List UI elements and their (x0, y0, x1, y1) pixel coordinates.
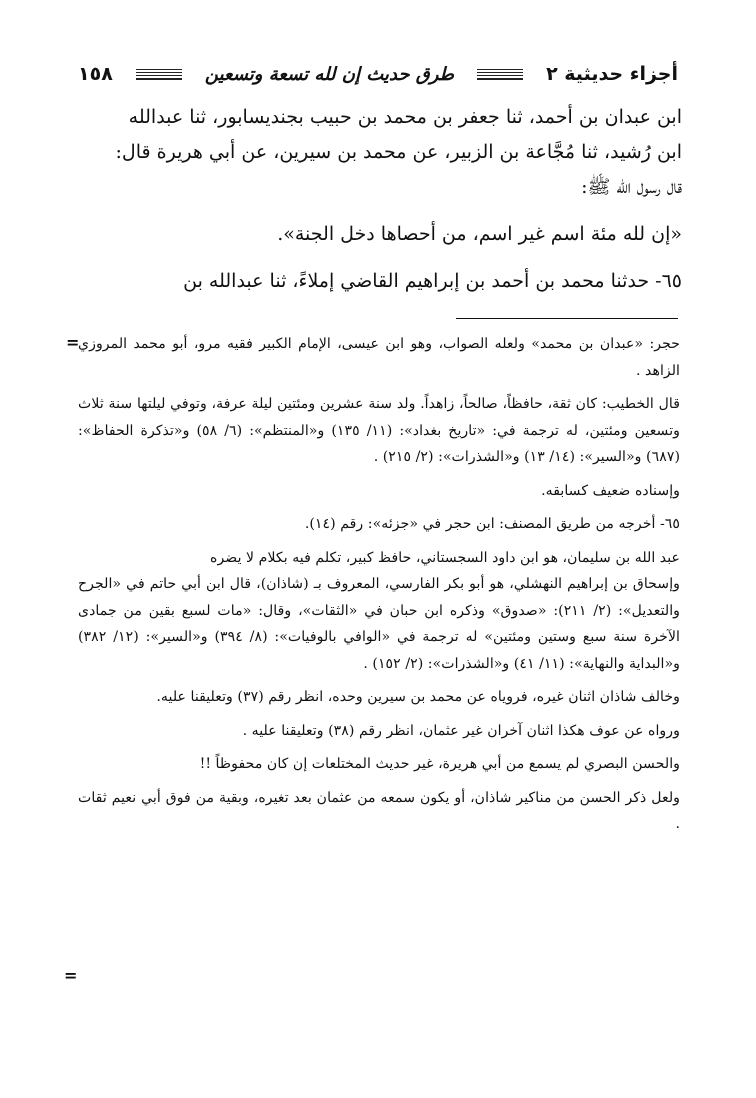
footnote-paragraph: وخالف شاذان اثنان غيره، فروياه عن محمد بن سيرين وحده، انظر رقم (٣٧) وتعليقنا عليه. (156, 689, 680, 705)
main-line-5: ٦٥- حدثنا محمد بن أحمد بن إبراهيم القاضي إملاءً، ثنا عبدالله بن (183, 270, 682, 292)
footnote-paragraph: والحسن البصري لم يسمع من أبي هريرة، غير حديث المختلعات إن كان محفوظاً !! (199, 756, 680, 772)
footnotes (78, 331, 680, 845)
footnote-paragraph: وإسحاق بن إبراهيم النهشلي، هو أبو بكر الفارسي، المعروف بـ (شاذان)، قال ابن أبي حاتم في «الجرح والتعديل»: (٢/ ٢١١): «صدوق» وذكره ابن حبان في «الثقات»، وقال: «مات لسبع بقين من جمادى الآخرة سنة سبع وستين ومئتين» له ترجمة في «الوافي بالوفيات»: (٨/ ٣٩٤) و«السير»: (١٢/ ٣٨٢) و«البداية والنهاية»: (١١/ ٤١) و«الشذرات»: (٢/ ١٥٢) . (78, 576, 680, 672)
main-text (78, 100, 682, 299)
header-rule-right (136, 69, 182, 80)
footnote-paragraph: ولعل ذكر الحسن من مناكير شاذان، أو يكون سمعه من عثمان بعد تغيره، وبقية من فوق أبي نعيم ثقات . (78, 789, 680, 832)
book-title: طرق حديث إن لله تسعة وتسعين (204, 63, 454, 85)
main-line-2: ابن رُشيد، ثنا مُجَّاعة بن الزبير، عن محمد بن سيرين، عن أبي هريرة قال: (115, 141, 682, 163)
footnote-paragraph: قال الخطيب: كان ثقة، حافظاً، صالحاً، زاهداً. ولد سنة عشرين ومئتين ليلة عرفة، وتوفي ليلتها سنة ثلاث وتسعين ومئتين، له ترجمة في: «تاريخ بغداد»: (١١/ ١٣٥) و«المنتظم»: (٦/ ٥٨) و«تذكرة الحفاظ»: (٦٨٧) و«السير»: (١٤/ ١٣) و«الشذرات»: (٢/ ٢١٥) . (78, 396, 680, 465)
continuation-mark: = (66, 333, 80, 352)
main-line-3: قال رسول الله ﷺ: (581, 176, 682, 198)
page-number: ١٥٨ (78, 63, 113, 85)
footnote-paragraph: ٦٥- أخرجه من طريق المصنف: ابن حجر في «جزئه»: رقم (١٤). (304, 516, 680, 532)
header-rule-left (477, 69, 523, 80)
footnote-paragraph: حجر: «عبدان بن محمد» ولعله الصواب، وهو ابن عيسى، الإمام الكبير فقيه مرو، أبو محمد المروزي الزاهد . (78, 336, 680, 379)
footnote-paragraph: عبد الله بن سليمان، هو ابن داود السجستاني، حافظ كبير، تكلم فيه بكلام لا يضره (210, 549, 680, 566)
continued-mark: = (64, 966, 78, 985)
series-title: أجزاء حديثية ٢ (546, 63, 678, 85)
footnote-paragraph: ورواه عن عوف هكذا اثنان آخران غير عثمان، انظر رقم (٣٨) وتعليقنا عليه . (242, 722, 680, 739)
page-header (78, 56, 678, 92)
footnote-paragraph: وإسناده ضعيف كسابقه. (541, 482, 680, 499)
hadith-text: «إن لله مئة اسم غير اسم، من أحصاها دخل الجنة». (277, 223, 682, 245)
footnote-separator (456, 318, 678, 319)
main-line-1: ابن عبدان بن أحمد، ثنا جعفر بن محمد بن حبيب بجنديسابور، ثنا عبدالله (128, 106, 682, 128)
